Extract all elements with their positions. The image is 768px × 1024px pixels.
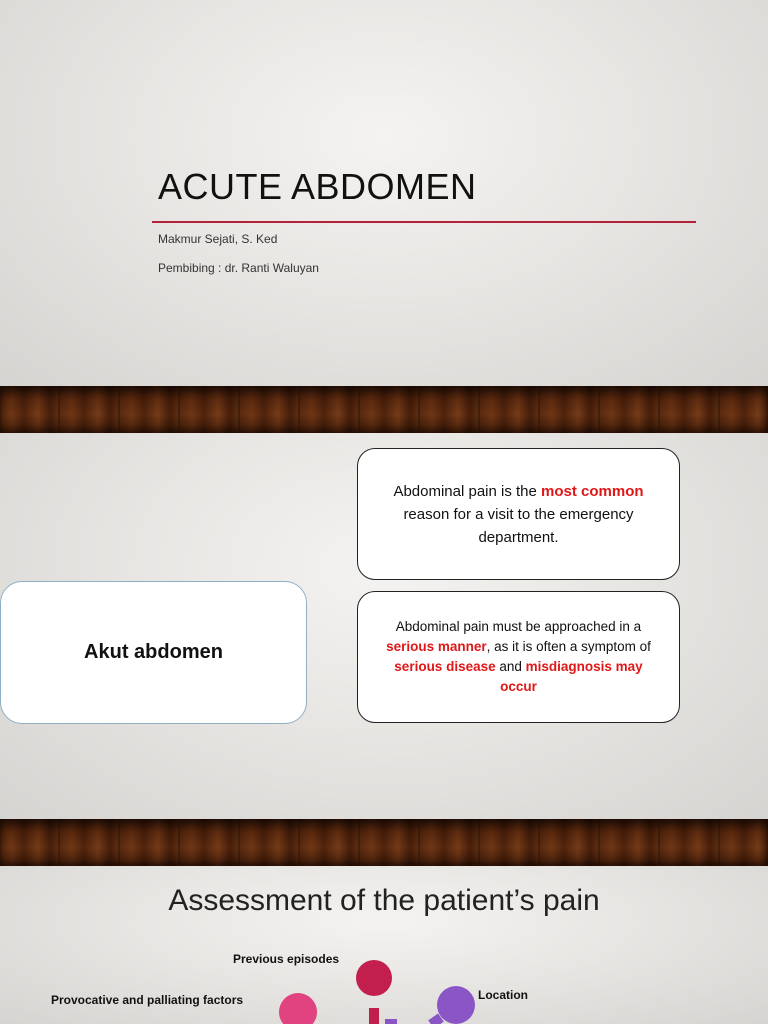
title-divider xyxy=(152,221,696,223)
location-node xyxy=(437,986,475,1024)
label-location: Location xyxy=(478,988,528,1002)
akut-abdomen-label: Akut abdomen xyxy=(84,641,223,663)
serious-approach-box xyxy=(357,591,680,723)
highlight-misdiagnosis: misdiagnosis may occur xyxy=(500,659,643,694)
slide-pain-assessment xyxy=(0,866,768,1024)
previous-episodes-node xyxy=(356,960,392,996)
author-name: Makmur Sejati, S. Ked xyxy=(158,232,278,246)
text-segment: Abdominal pain is the xyxy=(393,482,542,500)
label-previous-episodes: Previous episodes xyxy=(233,952,340,966)
akut-abdomen-box xyxy=(0,581,307,724)
label-provocative-factors: Provocative and palliating factors xyxy=(51,993,244,1007)
slide-akut-abdomen xyxy=(0,433,768,819)
assessment-heading: Assessment of the patient’s pain xyxy=(168,884,600,917)
slide-title xyxy=(0,0,768,386)
highlight-serious-manner: serious manner xyxy=(386,639,487,654)
wood-separator xyxy=(0,819,768,866)
common-reason-text xyxy=(376,480,661,549)
highlight-serious-disease: serious disease xyxy=(394,659,496,674)
wood-separator xyxy=(0,386,768,433)
text-segment: and xyxy=(495,659,526,674)
highlight-most-common: most common xyxy=(541,482,644,500)
text-segment: reason for a visit to the emergency department. xyxy=(403,505,634,546)
diagram-connector xyxy=(369,1008,379,1024)
text-segment: , as it is often a symptom of xyxy=(486,639,651,654)
common-reason-box xyxy=(357,448,680,580)
serious-approach-text xyxy=(380,617,657,697)
text-segment: Abdominal pain must be approached in a xyxy=(395,619,642,634)
provocative-factors-node xyxy=(279,993,317,1024)
diagram-connector xyxy=(385,1019,397,1024)
slide-title-heading: ACUTE ABDOMEN xyxy=(158,166,477,207)
supervisor-name: Pembibing : dr. Ranti Waluyan xyxy=(158,261,319,275)
